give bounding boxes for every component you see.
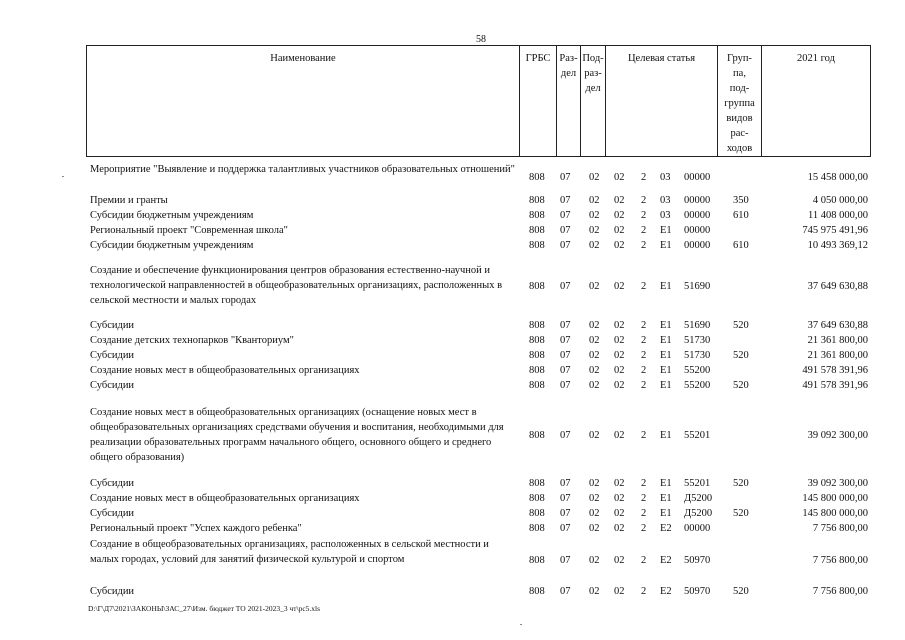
row-t2: 2 <box>641 508 647 519</box>
row-amount: 145 800 000,00 <box>802 493 868 504</box>
row-t3: E1 <box>660 478 672 489</box>
row-grbs: 808 <box>529 523 545 534</box>
row-amount: 39 092 300,00 <box>807 478 868 489</box>
row-r: 07 <box>560 493 571 504</box>
row-pr: 02 <box>589 172 600 183</box>
row-grbs: 808 <box>529 172 545 183</box>
row-t4: 50970 <box>684 555 711 566</box>
row-t4: Д5200 <box>684 508 713 519</box>
row-r: 07 <box>560 508 571 519</box>
row-pr: 02 <box>589 493 600 504</box>
row-t1: 02 <box>614 225 625 236</box>
row-grbs: 808 <box>529 478 545 489</box>
row-t1: 02 <box>614 281 625 292</box>
row-t3: E2 <box>660 555 672 566</box>
row-t4: 00000 <box>684 523 711 534</box>
row-t1: 02 <box>614 240 625 251</box>
row-amount: 39 092 300,00 <box>807 430 868 441</box>
row-t2: 2 <box>641 555 647 566</box>
row-t4: 51690 <box>684 281 711 292</box>
row-grbs: 808 <box>529 225 545 236</box>
row-vr: 520 <box>733 586 749 597</box>
row-name: Создание и обеспечение функционирования центров образования естественно-научной и технологической направленностей в общеобразовательных организациях, расположенных в сельской местности и малых городах <box>90 265 503 306</box>
header-podrazdel: Под- раз- дел <box>580 46 605 156</box>
row-pr: 02 <box>589 210 600 221</box>
row-r: 07 <box>560 586 571 597</box>
row-t4: 55200 <box>684 365 711 376</box>
row-pr: 02 <box>589 523 600 534</box>
header-name: Наименование <box>270 53 336 64</box>
row-t2: 2 <box>641 195 647 206</box>
row-r: 07 <box>560 240 571 251</box>
row-t3: E2 <box>660 586 672 597</box>
row-r: 07 <box>560 172 571 183</box>
row-grbs: 808 <box>529 335 545 346</box>
row-pr: 02 <box>589 320 600 331</box>
row-t2: 2 <box>641 350 647 361</box>
row-r: 07 <box>560 195 571 206</box>
row-vr: 610 <box>733 210 749 221</box>
row-t1: 02 <box>614 335 625 346</box>
row-name: Субсидии <box>90 508 135 519</box>
row-pr: 02 <box>589 365 600 376</box>
row-r: 07 <box>560 320 571 331</box>
row-t3: E1 <box>660 380 672 391</box>
scan-speck <box>62 176 64 177</box>
row-r: 07 <box>560 225 571 236</box>
row-t2: 2 <box>641 225 647 236</box>
row-t1: 02 <box>614 195 625 206</box>
row-t3: 03 <box>660 172 671 183</box>
row-t2: 2 <box>641 478 647 489</box>
row-name: Региональный проект "Успех каждого ребенка" <box>90 523 302 534</box>
row-t4: 51730 <box>684 350 711 361</box>
row-vr: 350 <box>733 195 749 206</box>
row-r: 07 <box>560 281 571 292</box>
row-vr: 520 <box>733 508 749 519</box>
row-t3: E1 <box>660 335 672 346</box>
row-t1: 02 <box>614 508 625 519</box>
row-name: Создание в общеобразовательных организациях, расположенных в сельской местности и малых городах, условий для занятий физической культурой и спортом <box>90 539 489 565</box>
row-grbs: 808 <box>529 281 545 292</box>
row-name: Премии и гранты <box>90 195 168 206</box>
row-name: Субсидии бюджетным учреждениям <box>90 210 254 221</box>
row-r: 07 <box>560 210 571 221</box>
row-t2: 2 <box>641 380 647 391</box>
row-t3: E1 <box>660 320 672 331</box>
row-amount: 4 050 000,00 <box>812 195 868 206</box>
row-t1: 02 <box>614 210 625 221</box>
row-name: Субсидии <box>90 380 135 391</box>
header-target: Целевая статья <box>605 46 717 156</box>
scan-speck <box>520 624 522 625</box>
row-amount: 491 578 391,96 <box>802 365 868 376</box>
row-name: Создание детских технопарков "Кванториум" <box>90 335 294 346</box>
row-pr: 02 <box>589 478 600 489</box>
row-vr: 520 <box>733 478 749 489</box>
row-grbs: 808 <box>529 555 545 566</box>
row-t2: 2 <box>641 523 647 534</box>
row-name: Субсидии <box>90 586 135 597</box>
row-grbs: 808 <box>529 365 545 376</box>
row-r: 07 <box>560 555 571 566</box>
row-pr: 02 <box>589 335 600 346</box>
row-t1: 02 <box>614 493 625 504</box>
row-t3: E1 <box>660 493 672 504</box>
row-grbs: 808 <box>529 430 545 441</box>
header-razdel: Раз- дел <box>556 46 580 156</box>
row-vr: 520 <box>733 350 749 361</box>
row-t1: 02 <box>614 478 625 489</box>
row-name: Субсидии <box>90 478 135 489</box>
row-name: Создание новых мест в общеобразовательных организациях <box>90 365 360 376</box>
row-t3: E1 <box>660 508 672 519</box>
row-t4: 00000 <box>684 240 711 251</box>
row-amount: 10 493 369,12 <box>807 240 868 251</box>
row-amount: 37 649 630,88 <box>807 281 868 292</box>
row-pr: 02 <box>589 586 600 597</box>
row-name: Субсидии <box>90 320 135 331</box>
page-number: 58 <box>476 34 486 45</box>
row-t1: 02 <box>614 555 625 566</box>
row-name: Региональный проект "Современная школа" <box>90 225 288 236</box>
row-t3: E1 <box>660 350 672 361</box>
row-t3: E1 <box>660 365 672 376</box>
row-t2: 2 <box>641 172 647 183</box>
row-amount: 7 756 800,00 <box>812 523 868 534</box>
row-pr: 02 <box>589 281 600 292</box>
row-t3: E2 <box>660 523 672 534</box>
row-vr: 520 <box>733 320 749 331</box>
row-grbs: 808 <box>529 508 545 519</box>
row-name: Субсидии бюджетным учреждениям <box>90 240 254 251</box>
row-t1: 02 <box>614 365 625 376</box>
row-t4: 55201 <box>684 430 711 441</box>
row-t2: 2 <box>641 365 647 376</box>
row-t4: 00000 <box>684 195 711 206</box>
row-amount: 745 975 491,96 <box>802 225 868 236</box>
row-t4: 55201 <box>684 478 711 489</box>
row-amount: 15 458 000,00 <box>807 172 868 183</box>
row-amount: 11 408 000,00 <box>808 210 868 221</box>
row-t3: E1 <box>660 430 672 441</box>
row-t1: 02 <box>614 350 625 361</box>
row-t2: 2 <box>641 210 647 221</box>
row-amount: 21 361 800,00 <box>807 335 868 346</box>
row-vr: 610 <box>733 240 749 251</box>
row-t1: 02 <box>614 586 625 597</box>
row-grbs: 808 <box>529 195 545 206</box>
row-t3: 03 <box>660 210 671 221</box>
row-t1: 02 <box>614 172 625 183</box>
row-t4: 00000 <box>684 210 711 221</box>
row-t2: 2 <box>641 430 647 441</box>
row-t2: 2 <box>641 335 647 346</box>
row-t2: 2 <box>641 586 647 597</box>
row-r: 07 <box>560 335 571 346</box>
header-group: Груп- па, под- группа видов рас- ходов <box>717 46 761 156</box>
row-r: 07 <box>560 523 571 534</box>
row-amount: 145 800 000,00 <box>802 508 868 519</box>
row-grbs: 808 <box>529 380 545 391</box>
row-t4: 51730 <box>684 335 711 346</box>
row-t2: 2 <box>641 281 647 292</box>
row-t3: E1 <box>660 225 672 236</box>
row-grbs: 808 <box>529 350 545 361</box>
row-t4: 50970 <box>684 586 711 597</box>
row-grbs: 808 <box>529 493 545 504</box>
row-pr: 02 <box>589 240 600 251</box>
row-pr: 02 <box>589 195 600 206</box>
row-amount: 7 756 800,00 <box>812 555 868 566</box>
row-t2: 2 <box>641 493 647 504</box>
row-r: 07 <box>560 430 571 441</box>
footer-file-path: D:\Г\Д7\2021\ЗАКОНЫ\ЗАС_27\Изм. бюджет ТО 2021-2023_3 чт\рс5.xls <box>88 604 321 613</box>
row-name: Мероприятие "Выявление и поддержка талантливых участников образовательных отношений" <box>90 164 515 175</box>
row-amount: 21 361 800,00 <box>807 350 868 361</box>
row-t2: 2 <box>641 240 647 251</box>
row-grbs: 808 <box>529 586 545 597</box>
row-t1: 02 <box>614 320 625 331</box>
row-t1: 02 <box>614 430 625 441</box>
row-r: 07 <box>560 478 571 489</box>
row-t4: Д5200 <box>684 493 713 504</box>
row-r: 07 <box>560 380 571 391</box>
row-t4: 51690 <box>684 320 711 331</box>
row-amount: 491 578 391,96 <box>802 380 868 391</box>
row-amount: 7 756 800,00 <box>812 586 868 597</box>
header-year: 2021 год <box>761 46 870 156</box>
row-r: 07 <box>560 350 571 361</box>
row-grbs: 808 <box>529 240 545 251</box>
row-name: Субсидии <box>90 350 135 361</box>
row-name: Создание новых мест в общеобразовательных организациях <box>90 493 360 504</box>
row-t3: 03 <box>660 195 671 206</box>
row-name: Создание новых мест в общеобразовательных организациях (оснащение новых мест в общеобразовательных организациях средствами обучения и воспитания, необходимыми для реализации образовательных программ начального общего, основного общего и среднего общего образования) <box>90 407 504 463</box>
row-t2: 2 <box>641 320 647 331</box>
row-t4: 55200 <box>684 380 711 391</box>
row-t4: 00000 <box>684 172 711 183</box>
row-grbs: 808 <box>529 210 545 221</box>
row-t1: 02 <box>614 523 625 534</box>
row-t4: 00000 <box>684 225 711 236</box>
row-t1: 02 <box>614 380 625 391</box>
row-t3: E1 <box>660 240 672 251</box>
row-grbs: 808 <box>529 320 545 331</box>
row-t3: E1 <box>660 281 672 292</box>
row-pr: 02 <box>589 225 600 236</box>
row-r: 07 <box>560 365 571 376</box>
row-pr: 02 <box>589 508 600 519</box>
row-amount: 37 649 630,88 <box>807 320 868 331</box>
row-pr: 02 <box>589 430 600 441</box>
row-pr: 02 <box>589 350 600 361</box>
header-grbs: ГРБС <box>519 46 556 156</box>
table-header <box>86 45 871 157</box>
row-pr: 02 <box>589 380 600 391</box>
row-vr: 520 <box>733 380 749 391</box>
row-pr: 02 <box>589 555 600 566</box>
